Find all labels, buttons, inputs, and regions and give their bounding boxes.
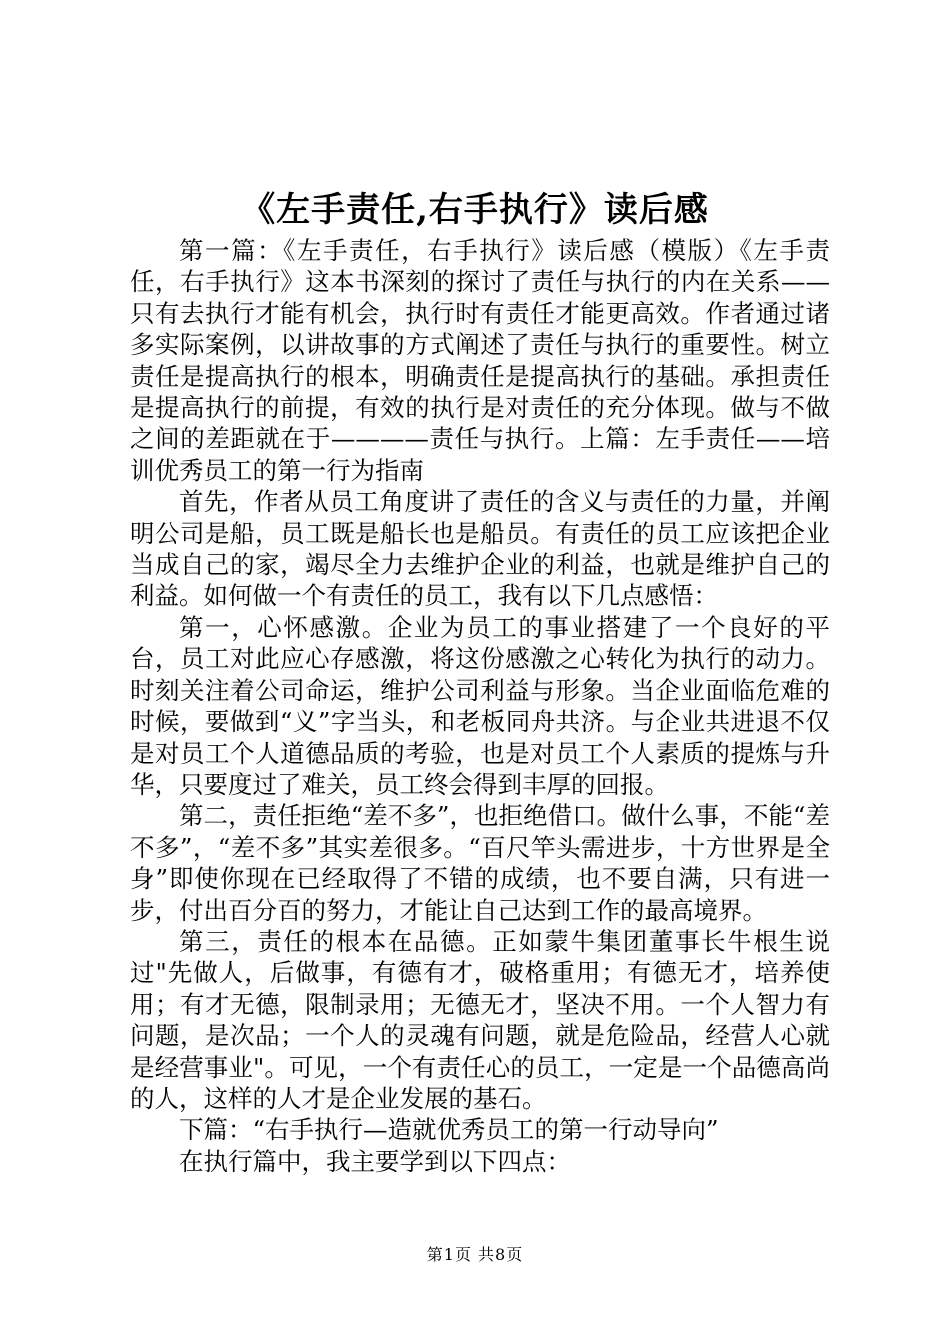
paragraph-3: 第一，心怀感激。企业为员工的事业搭建了一个良好的平台，员工对此应心存感激，将这份感激之心转化为执行的动力。时刻关注着公司命运，维护公司利益与形象。当企业面临危难的时候，要做到“义”字当头，和老板同舟共济。与企业共进退不仅是对员工个人道德品质的考验，也是对员工个人素质的提炼与升华，只要度过了难关，员工终会得到丰厚的回报。 [130, 612, 830, 799]
paragraph-4: 第二，责任拒绝“差不多”，也拒绝借口。做什么事，不能“差不多”，“差不多”其实差很多。“百尺竿头需进步，十方世界是全身”即使你现在已经取得了不错的成绩，也不要自满，只有进一步，付出百分百的努力，才能让自己达到工作的最高境界。 [130, 801, 830, 925]
paragraph-6: 下篇：“右手执行—造就优秀员工的第一行动导向” [179, 1115, 719, 1145]
page-footer: 第1页 共8页 [426, 1245, 524, 1264]
document-body [130, 235, 830, 1177]
document-title: 《左手责任,右手执行》读后感 [241, 190, 709, 230]
paragraph-7: 在执行篇中，我主要学到以下四点： [179, 1146, 571, 1176]
paragraph-2: 首先，作者从员工角度讲了责任的含义与责任的力量，并阐明公司是船，员工既是船长也是船员。有责任的员工应该把企业当成自己的家，竭尽全力去维护企业的利益，也就是维护自己的利益。如何做一个有责任的员工，我有以下几点感悟： [130, 487, 830, 611]
paragraph-5: 第三，责任的根本在品德。正如蒙牛集团董事长牛根生说过"先做人，后做事，有德有才，破格重用；有德无才，培养使用；有才无德，限制录用；无德无才，坚决不用。一个人智力有问题，是次品；一个人的灵魂有问题，就是危险品，经营人心就是经营事业"。可见，一个有责任心的员工，一定是一个品德高尚的人，这样的人才是企业发展的基石。 [130, 926, 830, 1113]
paragraph-1: 第一篇：《左手责任，右手执行》读后感（模版）《左手责任，右手执行》这本书深刻的探讨了责任与执行的内在关系——只有去执行才能有机会，执行时有责任才能更高效。作者通过诸多实际案例，以讲故事的方式阐述了责任与执行的重要性。树立责任是提高执行的根本，明确责任是提高执行的基础。承担责任是提高执行的前提，有效的执行是对责任的充分体现。做与不做之间的差距就在于————责任与执行。上篇：左手责任——培训优秀员工的第一行为指南 [130, 236, 830, 485]
